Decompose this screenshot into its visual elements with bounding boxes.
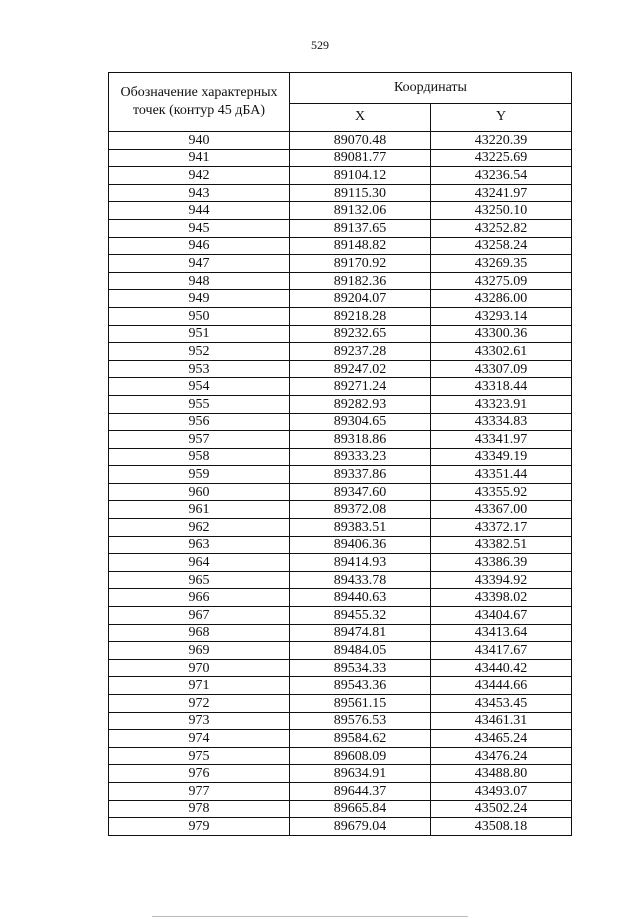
point-id-cell: 948 [109,272,290,290]
coordinates-header: Координаты [290,73,572,104]
table-row [109,466,572,484]
table-row [109,255,572,273]
y-coordinate-cell: 43394.92 [431,571,572,589]
table-row [109,730,572,748]
table-row [109,167,572,185]
x-coordinate-cell: 89634.91 [290,765,431,783]
y-coordinate-cell: 43404.67 [431,607,572,625]
y-coordinate-cell: 43341.97 [431,431,572,449]
point-id-cell: 979 [109,818,290,836]
page-number: 529 [311,38,329,52]
point-id-cell: 975 [109,747,290,765]
x-coordinate-cell: 89584.62 [290,730,431,748]
x-coordinate-cell: 89455.32 [290,607,431,625]
table-row [109,747,572,765]
x-coordinate-cell: 89148.82 [290,237,431,255]
table-row [109,782,572,800]
y-coordinate-cell: 43269.35 [431,255,572,273]
point-id-cell: 952 [109,343,290,361]
y-coordinate-cell: 43220.39 [431,132,572,150]
x-coordinate-cell: 89304.65 [290,413,431,431]
point-id-cell: 942 [109,167,290,185]
y-coordinate-cell: 43236.54 [431,167,572,185]
point-id-cell: 961 [109,501,290,519]
point-id-cell: 973 [109,712,290,730]
y-coordinate-cell: 43386.39 [431,554,572,572]
y-coordinate-cell: 43444.66 [431,677,572,695]
x-coordinate-cell: 89406.36 [290,536,431,554]
x-coordinate-cell: 89337.86 [290,466,431,484]
point-id-cell: 947 [109,255,290,273]
x-coordinate-cell: 89081.77 [290,149,431,167]
x-coordinate-cell: 89104.12 [290,167,431,185]
y-coordinate-cell: 43318.44 [431,378,572,396]
x-coordinate-cell: 89474.81 [290,624,431,642]
x-coordinate-cell: 89576.53 [290,712,431,730]
y-coordinate-cell: 43465.24 [431,730,572,748]
point-id-cell: 940 [109,132,290,150]
point-id-cell: 978 [109,800,290,818]
table-row [109,589,572,607]
point-id-cell: 969 [109,642,290,660]
y-coordinate-cell: 43334.83 [431,413,572,431]
y-coordinate-cell: 43286.00 [431,290,572,308]
table-row [109,642,572,660]
point-id-cell: 971 [109,677,290,695]
table-row [109,818,572,836]
y-coordinate-cell: 43493.07 [431,782,572,800]
x-coordinate-cell: 89318.86 [290,431,431,449]
x-coordinate-cell: 89644.37 [290,782,431,800]
y-coordinate-cell: 43293.14 [431,307,572,325]
y-coordinate-cell: 43275.09 [431,272,572,290]
x-coordinate-cell: 89414.93 [290,554,431,572]
point-id-cell: 976 [109,765,290,783]
x-coordinate-cell: 89218.28 [290,307,431,325]
y-coordinate-cell: 43258.24 [431,237,572,255]
point-id-cell: 951 [109,325,290,343]
table-row [109,448,572,466]
page-edge [152,916,468,917]
y-coordinate-cell: 43453.45 [431,695,572,713]
y-coordinate-cell: 43250.10 [431,202,572,220]
y-coordinate-cell: 43300.36 [431,325,572,343]
point-id-cell: 958 [109,448,290,466]
x-coordinate-cell: 89247.02 [290,360,431,378]
point-id-cell: 957 [109,431,290,449]
table-row [109,219,572,237]
x-coordinate-cell: 89232.65 [290,325,431,343]
point-id-cell: 944 [109,202,290,220]
y-coordinate-cell: 43302.61 [431,343,572,361]
table-row [109,413,572,431]
table-row [109,554,572,572]
point-label-header: Обозначение характерных точек (контур 45 дБА) [109,73,290,132]
y-coordinate-cell: 43225.69 [431,149,572,167]
y-coordinate-cell: 43461.31 [431,712,572,730]
table-row [109,800,572,818]
table-row [109,149,572,167]
y-coordinate-cell: 43417.67 [431,642,572,660]
y-coordinate-cell: 43372.17 [431,519,572,537]
y-coordinate-cell: 43440.42 [431,659,572,677]
x-coordinate-cell: 89282.93 [290,395,431,413]
point-id-cell: 946 [109,237,290,255]
table-row [109,695,572,713]
x-coordinate-cell: 89070.48 [290,132,431,150]
y-coordinate-cell: 43502.24 [431,800,572,818]
x-coordinate-cell: 89170.92 [290,255,431,273]
table-row [109,624,572,642]
x-coordinate-cell: 89433.78 [290,571,431,589]
table-body [109,132,572,836]
x-coordinate-cell: 89534.33 [290,659,431,677]
y-header: Y [431,103,572,131]
x-coordinate-cell: 89137.65 [290,219,431,237]
coordinates-table [108,72,572,836]
y-coordinate-cell: 43307.09 [431,360,572,378]
point-id-cell: 956 [109,413,290,431]
x-coordinate-cell: 89665.84 [290,800,431,818]
table-row [109,607,572,625]
x-coordinate-cell: 89383.51 [290,519,431,537]
table-row [109,360,572,378]
y-coordinate-cell: 43413.64 [431,624,572,642]
x-coordinate-cell: 89372.08 [290,501,431,519]
point-id-cell: 972 [109,695,290,713]
table-row [109,307,572,325]
table-row [109,343,572,361]
x-coordinate-cell: 89561.15 [290,695,431,713]
x-coordinate-cell: 89347.60 [290,483,431,501]
y-coordinate-cell: 43476.24 [431,747,572,765]
y-coordinate-cell: 43349.19 [431,448,572,466]
table-row [109,272,572,290]
x-header: X [290,103,431,131]
table-row [109,501,572,519]
table-row [109,519,572,537]
y-coordinate-cell: 43508.18 [431,818,572,836]
table-row [109,325,572,343]
point-id-cell: 949 [109,290,290,308]
x-coordinate-cell: 89440.63 [290,589,431,607]
x-coordinate-cell: 89204.07 [290,290,431,308]
x-coordinate-cell: 89115.30 [290,184,431,202]
x-coordinate-cell: 89271.24 [290,378,431,396]
point-id-cell: 943 [109,184,290,202]
y-coordinate-cell: 43398.02 [431,589,572,607]
x-coordinate-cell: 89333.23 [290,448,431,466]
point-id-cell: 955 [109,395,290,413]
table-row [109,237,572,255]
y-coordinate-cell: 43355.92 [431,483,572,501]
point-id-cell: 953 [109,360,290,378]
y-coordinate-cell: 43323.91 [431,395,572,413]
point-id-cell: 960 [109,483,290,501]
point-id-cell: 964 [109,554,290,572]
point-id-cell: 963 [109,536,290,554]
x-coordinate-cell: 89608.09 [290,747,431,765]
table-row [109,712,572,730]
point-id-cell: 967 [109,607,290,625]
point-id-cell: 965 [109,571,290,589]
y-coordinate-cell: 43488.80 [431,765,572,783]
table-row [109,395,572,413]
table-row [109,483,572,501]
point-id-cell: 977 [109,782,290,800]
x-coordinate-cell: 89679.04 [290,818,431,836]
table-row [109,202,572,220]
table-row [109,571,572,589]
table-row [109,132,572,150]
point-id-cell: 966 [109,589,290,607]
point-id-cell: 974 [109,730,290,748]
table-row [109,659,572,677]
y-coordinate-cell: 43241.97 [431,184,572,202]
point-id-cell: 968 [109,624,290,642]
point-id-cell: 954 [109,378,290,396]
table-row [109,431,572,449]
y-coordinate-cell: 43351.44 [431,466,572,484]
table-row [109,677,572,695]
table-row [109,290,572,308]
x-coordinate-cell: 89543.36 [290,677,431,695]
x-coordinate-cell: 89484.05 [290,642,431,660]
point-id-cell: 959 [109,466,290,484]
x-coordinate-cell: 89182.36 [290,272,431,290]
x-coordinate-cell: 89132.06 [290,202,431,220]
table-row [109,378,572,396]
point-id-cell: 970 [109,659,290,677]
table-row [109,765,572,783]
y-coordinate-cell: 43367.00 [431,501,572,519]
point-id-cell: 941 [109,149,290,167]
point-id-cell: 950 [109,307,290,325]
point-id-cell: 945 [109,219,290,237]
table-row [109,184,572,202]
y-coordinate-cell: 43252.82 [431,219,572,237]
table-row [109,536,572,554]
x-coordinate-cell: 89237.28 [290,343,431,361]
y-coordinate-cell: 43382.51 [431,536,572,554]
point-id-cell: 962 [109,519,290,537]
